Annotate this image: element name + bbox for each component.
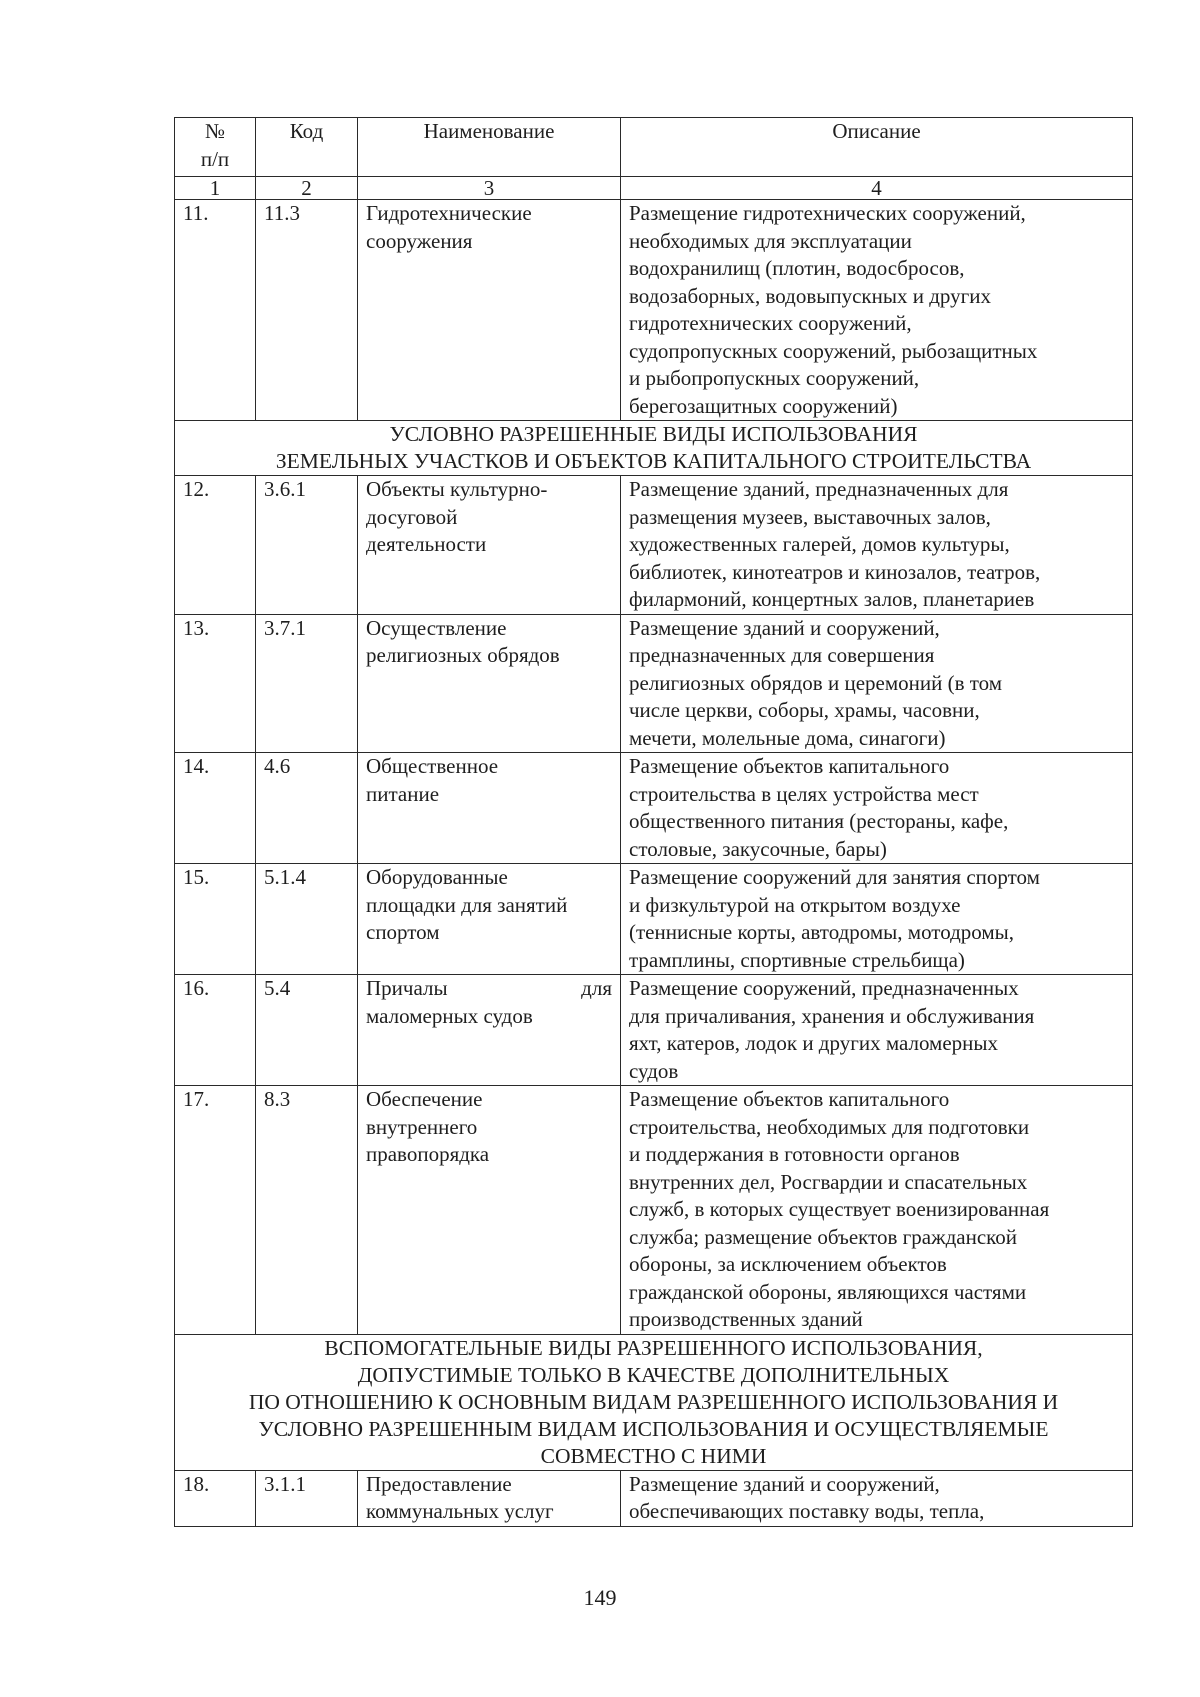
- table-row: [175, 1086, 1133, 1335]
- row-name: Оборудованные площадки для занятий спортом: [358, 864, 621, 975]
- row-name: Объекты культурно- досуговой деятельности: [358, 476, 621, 615]
- row-number: 14.: [175, 753, 256, 864]
- row-description: Размещение гидротехнических сооружений, необходимых для эксплуатации водохранилищ (плотин, водосбросов, водозаборных, водовыпускных и других гидротехнических сооружений, судопропускных сооружений, рыбозащитных и рыбопропускных сооружений, берегозащитных сооружений): [621, 200, 1133, 421]
- row-number: 13.: [175, 614, 256, 753]
- table-row: [175, 1470, 1133, 1526]
- row-code: 3.7.1: [256, 614, 358, 753]
- row-description: Размещение сооружений для занятия спортом и физкультурой на открытом воздухе (теннисные корты, автодромы, мотодромы, трамплины, спортивные стрельбища): [621, 864, 1133, 975]
- header-name: Наименование: [358, 118, 621, 177]
- header-description: Описание: [621, 118, 1133, 177]
- row-code: 8.3: [256, 1086, 358, 1335]
- row-description: Размещение зданий, предназначенных для размещения музеев, выставочных залов, художественных галерей, домов культуры, библиотек, кинотеатров и кинозалов, театров, филармоний, концертных залов, планетариев: [621, 476, 1133, 615]
- column-numbers-row: [175, 177, 1133, 200]
- row-description: Размещение объектов капитального строительства в целях устройства мест общественного питания (рестораны, кафе, столовые, закусочные, бары): [621, 753, 1133, 864]
- row-number: 15.: [175, 864, 256, 975]
- row-name: Предоставление коммунальных услуг: [358, 1470, 621, 1526]
- page-number: 149: [583, 1585, 617, 1610]
- column-number: 4: [621, 177, 1133, 200]
- land-use-table: [174, 117, 1133, 1527]
- column-number: 2: [256, 177, 358, 200]
- table-row: [175, 753, 1133, 864]
- table-row: [175, 864, 1133, 975]
- section-heading-row: [175, 421, 1133, 476]
- row-name: Общественное питание: [358, 753, 621, 864]
- header-code: Код: [256, 118, 358, 177]
- row-number: 16.: [175, 975, 256, 1086]
- row-code: 3.6.1: [256, 476, 358, 615]
- table-header-row: [175, 118, 1133, 177]
- row-name: Причалы для маломерных судов: [358, 975, 621, 1086]
- table-row: [175, 476, 1133, 615]
- table-row: [175, 975, 1133, 1086]
- row-name: Обеспечение внутреннего правопорядка: [358, 1086, 621, 1335]
- row-name: Гидротехнические сооружения: [358, 200, 621, 421]
- row-description: Размещение сооружений, предназначенных для причаливания, хранения и обслуживания яхт, катеров, лодок и других маломерных судов: [621, 975, 1133, 1086]
- section-heading: ВСПОМОГАТЕЛЬНЫЕ ВИДЫ РАЗРЕШЕННОГО ИСПОЛЬЗОВАНИЯ, ДОПУСТИМЫЕ ТОЛЬКО В КАЧЕСТВЕ ДОПОЛНИТЕЛЬНЫХ ПО ОТНОШЕНИЮ К ОСНОВНЫМ ВИДАМ РАЗРЕШЕННОГО ИСПОЛЬЗОВАНИЯ И УСЛОВНО РАЗРЕШЕННЫМ ВИДАМ ИСПОЛЬЗОВАНИЯ И ОСУЩЕСТВЛЯЕМЫЕ СОВМЕСТНО С НИМИ: [175, 1334, 1133, 1470]
- header-number: № п/п: [175, 118, 256, 177]
- row-description: Размещение зданий и сооружений, обеспечивающих поставку воды, тепла,: [621, 1470, 1133, 1526]
- row-code: 11.3: [256, 200, 358, 421]
- table-row: [175, 614, 1133, 753]
- row-name: Осуществление религиозных обрядов: [358, 614, 621, 753]
- row-number: 18.: [175, 1470, 256, 1526]
- row-number: 17.: [175, 1086, 256, 1335]
- row-code: 3.1.1: [256, 1470, 358, 1526]
- row-description: Размещение зданий и сооружений, предназначенных для совершения религиозных обрядов и церемоний (в том числе церкви, соборы, храмы, часовни, мечети, молельные дома, синагоги): [621, 614, 1133, 753]
- section-heading-row: [175, 1334, 1133, 1470]
- row-description: Размещение объектов капитального строительства, необходимых для подготовки и поддержания в готовности органов внутренних дел, Росгвардии и спасательных служб, в которых существует военизированная служба; размещение объектов гражданской обороны, за исключением объектов гражданской обороны, являющихся частями производственных зданий: [621, 1086, 1133, 1335]
- table-row: [175, 200, 1133, 421]
- section-heading: УСЛОВНО РАЗРЕШЕННЫЕ ВИДЫ ИСПОЛЬЗОВАНИЯ ЗЕМЕЛЬНЫХ УЧАСТКОВ И ОБЪЕКТОВ КАПИТАЛЬНОГО СТРОИТЕЛЬСТВА: [175, 421, 1133, 476]
- column-number: 3: [358, 177, 621, 200]
- row-number: 11.: [175, 200, 256, 421]
- row-code: 5.4: [256, 975, 358, 1086]
- row-number: 12.: [175, 476, 256, 615]
- column-number: 1: [175, 177, 256, 200]
- row-code: 5.1.4: [256, 864, 358, 975]
- row-code: 4.6: [256, 753, 358, 864]
